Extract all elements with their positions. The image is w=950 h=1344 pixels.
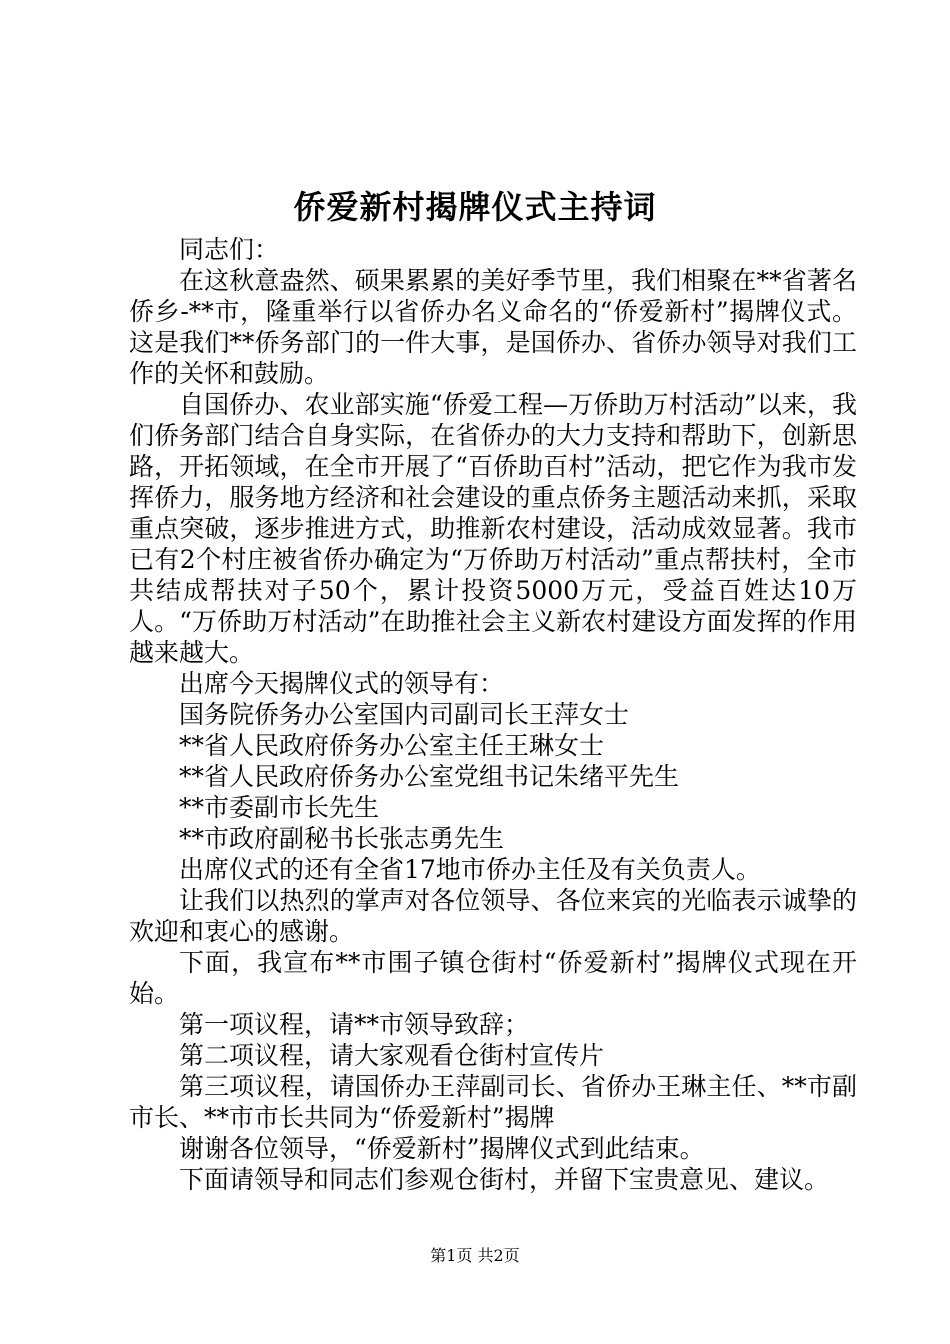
paragraph-applause: 让我们以热烈的掌声对各位领导、各位来宾的光临表示诚挚的欢迎和衷心的感谢。 <box>129 886 857 946</box>
agenda-item: 第三项议程，请国侨办王萍副司长、省侨办王琳主任、**市副市长、**市市长共同为“侨爱新村”揭牌 <box>129 1072 857 1132</box>
paragraph-announcement: 下面，我宣布**市围子镇仓街村“侨爱新村”揭牌仪式现在开始。 <box>129 948 857 1008</box>
document-body <box>129 234 857 1195</box>
agenda-item: 第一项议程，请**市领导致辞； <box>179 1010 530 1039</box>
paragraph-leaders-intro: 出席今天揭牌仪式的领导有： <box>179 669 505 698</box>
paragraph-opening: 在这秋意盎然、硕果累累的美好季节里，我们相聚在**省著名侨乡-**市，隆重举行以省侨办名义命名的“侨爱新村”揭牌仪式。这是我们**侨务部门的一件大事，是国侨办、省侨办领导对我们工作的关怀和鼓励。 <box>129 266 857 388</box>
leader-item: **市政府副秘书长张志勇先生 <box>179 824 505 853</box>
leader-item: **省人民政府侨务办公室主任王琳女士 <box>179 731 605 760</box>
paragraph-visit: 下面请领导和同志们参观仓街村，并留下宝贵意见、建议。 <box>179 1165 830 1194</box>
leader-item: **市委副市长先生 <box>179 793 380 822</box>
leader-item: 国务院侨务办公室国内司副司长王萍女士 <box>179 700 630 729</box>
document-title: 侨爱新村揭牌仪式主持词 <box>293 188 657 226</box>
leader-item: **省人民政府侨务办公室党组书记朱绪平先生 <box>179 762 680 791</box>
paragraph-salutation: 同志们： <box>179 235 280 264</box>
page-number-footer: 第1页 共2页 <box>430 1246 520 1265</box>
paragraph-closing: 谢谢各位领导，“侨爱新村”揭牌仪式到此结束。 <box>179 1134 705 1163</box>
paragraph-other-attendees: 出席仪式的还有全省17地市侨办主任及有关负责人。 <box>179 855 761 884</box>
paragraph-background: 自国侨办、农业部实施“侨爱工程—万侨助万村活动”以来，我们侨务部门结合自身实际，在省侨办的大力支持和帮助下，创新思路，开拓领域，在全市开展了“百侨助百村”活动，把它作为我市发挥侨力，服务地方经济和社会建设的重点侨务主题活动来抓，采取重点突破，逐步推进方式，助推新农村建设，活动成效显著。我市已有2个村庄被省侨办确定为“万侨助万村活动”重点帮扶村，全市共结成帮扶对子50个，累计投资5000万元，受益百姓达10万人。“万侨助万村活动”在助推社会主义新农村建设方面发挥的作用越来越大。 <box>129 390 857 667</box>
agenda-item: 第二项议程，请大家观看仓街村宣传片 <box>179 1041 605 1070</box>
